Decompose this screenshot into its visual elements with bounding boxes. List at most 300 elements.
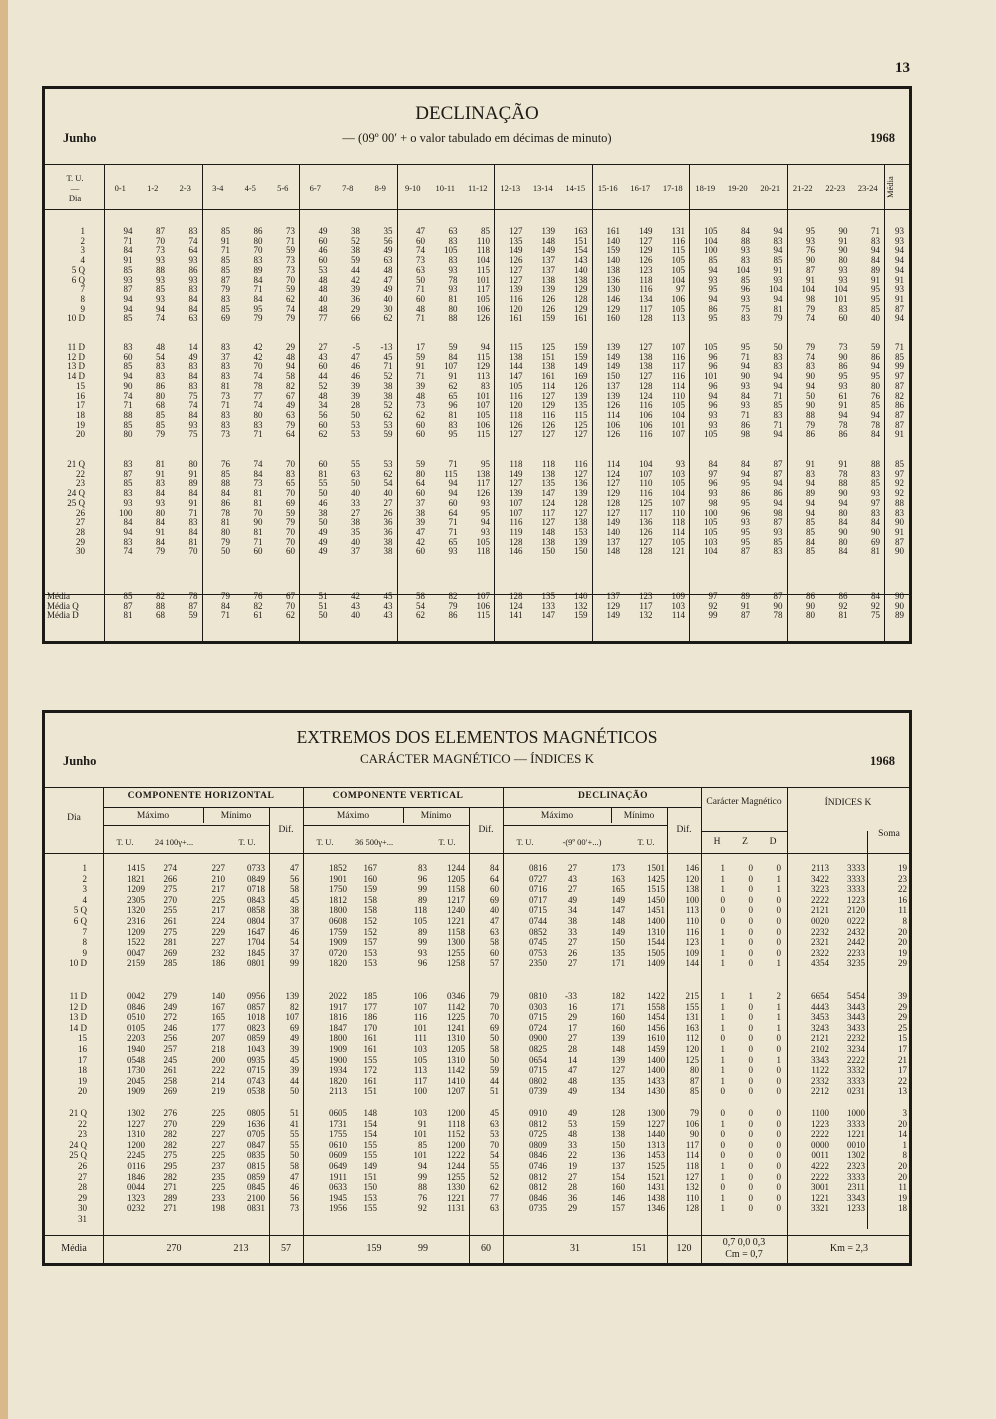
declination-value: 71	[383, 361, 393, 372]
declination-value: 129	[639, 245, 653, 256]
extreme-value: 2222	[811, 1129, 829, 1140]
extreme-value: 137	[611, 1161, 625, 1171]
extreme-value: 1	[720, 958, 725, 969]
extreme-value: 2332	[811, 1075, 829, 1086]
extreme-value: 0743	[247, 1075, 265, 1086]
declination-value: 70	[286, 274, 295, 285]
extreme-value: 261	[163, 1065, 177, 1076]
hour-header: 14-15	[565, 183, 586, 193]
day-label: 18	[78, 1065, 87, 1076]
extreme-value: 1258	[447, 958, 465, 969]
extreme-value: 3443	[847, 1001, 865, 1012]
extreme-value: 29	[898, 1001, 907, 1012]
extreme-value: 60	[490, 884, 499, 895]
extreme-value: 27	[568, 1033, 577, 1044]
v-max-header: Máximo	[336, 811, 370, 821]
extreme-value: 1911	[329, 1171, 347, 1182]
declination-value: 85	[481, 226, 490, 236]
extreme-value: 160	[611, 1182, 625, 1193]
extreme-value: 1207	[447, 1086, 465, 1097]
h-base-label: 24 100γ+...	[154, 837, 194, 847]
declination-value: 63	[351, 468, 360, 479]
extreme-value: 171	[611, 958, 625, 969]
day-label: 22	[78, 1118, 87, 1129]
extreme-value: 161	[363, 1033, 377, 1044]
declination-value: 117	[541, 507, 555, 518]
declination-value: 93	[123, 497, 133, 508]
declination-value: 47	[383, 274, 393, 285]
declination-value: 105	[671, 303, 685, 314]
extreme-value: 110	[685, 1192, 699, 1203]
extreme-value: 154	[611, 1171, 625, 1182]
declination-value: 101	[476, 274, 490, 285]
declination-value: 59	[383, 429, 393, 440]
h-min-header: Mínimo	[220, 811, 252, 821]
declination-value: 81	[448, 293, 458, 304]
declination-value: 95	[741, 342, 750, 352]
declination-value: 86	[708, 303, 718, 314]
extreme-value: 3234	[847, 1044, 865, 1054]
declination-value: 98	[741, 429, 750, 440]
day-label: 19	[78, 1075, 87, 1086]
extreme-value: 0232	[127, 1203, 145, 1214]
extreme-value: 0	[748, 1150, 753, 1161]
declination-value: 97	[708, 468, 718, 479]
declination-value: 53	[383, 419, 393, 430]
declination-year: 1968	[870, 131, 895, 145]
declination-value: 137	[541, 255, 555, 266]
hour-header: 15-16	[597, 183, 618, 193]
extreme-value: 152	[363, 916, 377, 926]
declination-value: 96	[448, 400, 458, 411]
declination-value: 83	[448, 255, 458, 266]
declination-value: 84	[221, 488, 230, 499]
declination-value: 86	[806, 591, 815, 601]
extreme-value: 99	[418, 1171, 427, 1182]
extreme-value: 1122	[811, 1065, 829, 1076]
hour-header: 5-6	[277, 183, 289, 193]
extreme-value: 1945	[329, 1192, 347, 1203]
extreme-value: 38	[290, 905, 299, 916]
declination-value: 92	[871, 600, 880, 611]
extreme-value: 154	[363, 1118, 377, 1129]
extreme-value: 153	[363, 947, 377, 958]
extreme-value: 0717	[529, 894, 547, 905]
declination-value: 90	[806, 600, 815, 611]
extreme-value: 1310	[127, 1129, 145, 1140]
extreme-value: 245	[163, 1054, 177, 1065]
extreme-value: 150	[363, 1182, 377, 1193]
declination-value: 93	[156, 497, 165, 508]
media-d-dif: 120	[676, 1243, 692, 1254]
extreme-value: 101	[413, 1150, 427, 1161]
declination-value: 83	[188, 226, 198, 236]
extreme-value: 0	[776, 1139, 781, 1150]
declination-value: 38	[383, 390, 393, 401]
declination-value: 90	[871, 526, 880, 537]
extreme-value: 3343	[811, 1054, 829, 1065]
declination-value: 70	[286, 536, 295, 547]
declination-value: 80	[871, 380, 880, 391]
v-dif-header: Dif.	[478, 825, 494, 835]
declination-value: 127	[639, 235, 653, 246]
extreme-value: 1222	[447, 1150, 465, 1161]
indices-header: ÍNDICES K	[824, 798, 872, 808]
declination-value: 84	[253, 274, 263, 285]
extreme-value: 1438	[647, 1192, 665, 1203]
extreme-value: 1440	[647, 1129, 665, 1140]
extreme-value: 89	[418, 894, 427, 905]
extreme-value: 55	[490, 1161, 499, 1171]
declination-value: 71	[773, 419, 783, 430]
extreme-value: 0	[776, 926, 781, 937]
declination-value: 93	[481, 497, 490, 508]
declination-value: 48	[416, 303, 425, 314]
declination-value: 138	[509, 351, 523, 362]
extreme-value: 27	[568, 1171, 577, 1182]
extreme-value: 38	[568, 916, 577, 926]
extreme-value: 39	[290, 1065, 299, 1076]
extreme-value: 131	[685, 1012, 699, 1023]
extreme-value: 127	[685, 1171, 699, 1182]
extreme-value: 114	[685, 1150, 699, 1161]
declination-value: 89	[741, 591, 750, 601]
declination-value: 126	[639, 255, 653, 266]
declination-value: 107	[476, 591, 490, 601]
extreme-value: 1209	[127, 884, 145, 895]
declination-value: 128	[509, 536, 523, 547]
day-label: 21 Q	[67, 459, 85, 469]
extreme-value: 0042	[127, 991, 145, 1001]
declination-value: 47	[416, 526, 425, 537]
declination-value: 93	[838, 380, 848, 391]
declination-value: 71	[221, 610, 230, 621]
extreme-value: 2222	[847, 1054, 865, 1065]
extreme-value: 227	[211, 1139, 225, 1150]
daily-mean-value: 97	[895, 371, 904, 382]
declination-value: 85	[221, 226, 230, 236]
declination-value: 71	[448, 526, 458, 537]
declination-value: 85	[806, 546, 815, 557]
extreme-value: 140	[211, 991, 225, 1001]
extreme-value: 269	[163, 1086, 177, 1097]
extreme-value: 1313	[647, 1139, 665, 1150]
extreme-value: 0715	[529, 1012, 547, 1023]
declination-value: 101	[834, 293, 848, 304]
extreme-value: 1302	[847, 1150, 865, 1161]
declination-value: 94	[838, 497, 848, 508]
declination-value: 86	[806, 429, 815, 440]
extreme-value: 1415	[127, 863, 145, 873]
declination-value: 94	[806, 507, 815, 518]
declination-value: 144	[509, 361, 523, 372]
declination-value: 65	[448, 536, 458, 547]
extreme-value: 113	[413, 1065, 427, 1076]
declination-table: DECLINAÇÃO Junho — (09º 00′ + o valor tabulado em décimas de minuto) 1968 T. U. — Dia Média 0-1 1-2 2-3 3-4 4-5 5-6 6-7 7-8 8-9 9-10 10-11 11-12 12-13 13-14 14-15 15-16 16-17 17-18 18-19 19-20 20-21 21-22 22-23 23-24 1 94 87 83 85 86 73 49 38 35 47 63 85 127 139 163 161 149 131 105 84 94 95 90 71 93 2 71 70 74 91 80 71 60 52 56 60 83 110 135 148 151 140 127 116 104 88 83 93 91 83 93 3 84 73 64 71 70 59 46 38 49 74 105 118 149 149 154 159 129 115 100 93 94 76 90 94 94 4 91 93 93 85 83 73 60 59 63 73 83 104 126 137 143 140 126 105 85 83 85 90 80 84 94 5 Q 85 88 86 85 89 73 53 44 48 63 93 115 127 137 140 138 123 105 94 104 91 87 93 89 94 6 Q 93 93 93 87 84 70 48 42 47 50 78 101 127 138 138 136 118 104 93 85 93 91 93 91 91 7 87 85 83 79 71 59 48 39 49 71 93 117 139 139 129 130 116 97 95 96 104 104 104 95 93 8 94 93 84 83 84 62 40 36 40 60 81 105 116 126 128 146 134 106 94 93 94 98 101 95 91 9 94 94 84 85 95 74 48 29 30 48 80 106 120 126 129 129 117 105 86 75 81 79 83 85 87 10 D 85 74 63 69 79 79 77 66 62 71 88 126 161 159 161 160 128 113 95 83 79 74 60 40 94 11 D 83 48 14 83 42 29 27 -5 -13 17 59 94 115 125 159 139 127 107 105 95 50 79 73 59 71 12 D 60 54 49 37 42 48 43 47 45 59 84 115 138 151 159 149 138 116 96 71 83 74 90 86 85 13 D 85 83 83 83 70 94 60 46 71 91 107 129 144 138 149 149 138 117 96 94 83 83 86 94 99 14 D 94 83 84 83 74 58 44 46 52 71 91 113 147 161 169 150 127 116 101 90 94 90 95 95 97 15 90 86 83 81 78 82 52 39 38 39 62 83 105 114 126 137 128 114 96 93 94 94 93 80 87 16 74 80 75 73 77 67 48 39 38 48 65 101 116 127 139 139 124 110 94 84 71 50 61 76 82 17 71 68 74 71 74 49 34 28 52 73 96 107 120 129 135 126 116 105 96 93 85 90 91 85 86 18 88 85 84 83 80 63 56 50 62 62 81 105 118 116 115 114 106 104 93 71 83 88 94 94 87 19 85 85 93 83 83 79 60 53 53 60 83 106 126 126 125 106 106 101 93 86 71 79 78 78 87 20 80 79 75 73 71 64 62 53 59 60 95 115 127 127 127 126 116 107 105 98 94 86 86 84 91 21 Q 83 81 80 76 74 70 60 55 53 59 71 95 118 118 116 114 104 93 84 84 87 91 91 88 85 22 87 91 91 85 84 83 81 63 62 80 115 138 149 138 127 124 107 103 97 94 87 83 78 83 97 23 85 83 89 88 73 65 55 50 54 64 94 117 127 135 136 127 110 105 96 95 94 94 88 85 92 24 Q 83 84 84 84 81 70 50 40 40 60 94 126 139 147 139 129 116 104 93 86 86 89 90 93 92 25 Q 93 93 91 86 81 69 46 33 27 37 60 93 107 124 128 128 125 107 98 95 94 94 94 97 88 26 100 80 71 78 70 59 38 27 26 38 64 95 107 117 127 127 117 110 100 96 98 94 80 83 83 27 84 84 83 81 90 79 50 38 36 39 71 94 116 127 138 149 136 118 105 93 87 85 84 84 90 28 94 91 84 80 81 70 49 35 36 47 71 93 119 148 153 140 126 114 105 95 93 85 90 90 91 29 83 84 81 79 71 70 49 40 38 42 65 105 128 138 139 137 127 105 103 95 85 84 80 69 87 30 74 79 70 50 60 60 49 37 38 60 93 118 146 150 150 148 128 121 104 87 83 85 84 81 90 Média 85 82 78 79 76 67 51 42 45 58 82 107 128 135 140 137 123 109 97 89 87 86 86 84 90 Média Q 87 88 87 84 82 70 51 43 43 54 79 106 124 133 132 129 117 103 92 91 90 90 92 92 90 Média D 81 68 59 71 61 62 50 40 43 62 86 115 141 147 159 149 132 114 99 87 78 80 81 75 89	[42, 86, 912, 644]
declination-value: 137	[541, 264, 555, 275]
declination-value: 90	[123, 380, 133, 391]
dia-label: Dia	[68, 193, 82, 203]
declination-value: 27	[318, 342, 328, 352]
extreme-value: 160	[611, 1022, 625, 1033]
extreme-value: 157	[363, 937, 377, 948]
extreme-value: 0716	[529, 884, 547, 895]
extreme-value: 85	[690, 1086, 699, 1097]
declination-value: 153	[574, 526, 588, 537]
extreme-value: 1	[776, 1054, 781, 1065]
declination-value: 93	[448, 284, 458, 295]
declination-value: 83	[221, 361, 230, 372]
declination-value: 45	[383, 351, 393, 362]
day-label: 26	[76, 507, 85, 518]
declination-value: 71	[741, 351, 750, 362]
declination-value: 79	[806, 342, 815, 352]
extreme-value: 1900	[329, 1054, 347, 1065]
extreme-value: 88	[418, 1182, 427, 1193]
extreme-value: 1505	[647, 947, 665, 958]
daily-mean-value: 99	[895, 361, 904, 372]
declination-value: 93	[676, 459, 685, 469]
extreme-value: 3343	[847, 1192, 865, 1203]
extreme-value: 2322	[811, 947, 829, 958]
extreme-value: 8	[902, 916, 907, 926]
declination-value: 80	[838, 255, 848, 266]
declination-value: 80	[838, 536, 848, 547]
declination-value: 29	[351, 303, 360, 314]
declination-value: 39	[351, 284, 360, 295]
day-label: 24 Q	[67, 488, 85, 499]
declination-value: 86	[773, 488, 783, 499]
day-label: 29	[76, 536, 85, 547]
declination-value: 43	[351, 600, 360, 611]
extreme-value: 2316	[127, 916, 145, 926]
declination-value: 71	[871, 226, 880, 236]
declination-value: 70	[156, 235, 165, 246]
declination-value: 94	[871, 409, 880, 420]
declination-value: 114	[606, 459, 620, 469]
declination-value: 139	[606, 390, 620, 401]
declination-value: 38	[318, 507, 328, 518]
extreme-value: 123	[685, 937, 699, 948]
declination-value: 71	[253, 536, 263, 547]
declination-value: 114	[606, 409, 620, 420]
extreme-value: 198	[211, 1203, 225, 1214]
day-label: 30	[76, 546, 85, 557]
extreme-value: 20	[898, 926, 907, 937]
declination-value: 87	[773, 517, 783, 528]
extreme-value: 16	[568, 1001, 577, 1012]
comp-v-header: COMPONENTE VERTICAL	[332, 791, 464, 801]
declination-value: 113	[671, 313, 685, 324]
declination-value: 74	[253, 371, 263, 382]
extreme-value: 1800	[329, 1033, 347, 1044]
declination-value: 109	[671, 591, 685, 601]
declination-value: 80	[448, 303, 458, 314]
extreme-value: 46	[290, 926, 299, 937]
declination-value: 94	[871, 361, 880, 372]
declination-value: 83	[773, 361, 783, 372]
extreme-value: 17	[568, 1022, 577, 1033]
declination-value: 46	[351, 371, 360, 382]
column-divider	[303, 787, 304, 1263]
tu-label: T. U.	[238, 837, 256, 847]
extreme-value: 51	[490, 1086, 499, 1097]
extreme-value: 1223	[847, 894, 865, 905]
extreme-value: 138	[611, 1129, 625, 1140]
declination-value: 38	[351, 226, 360, 236]
extreme-value: 1205	[447, 873, 465, 884]
declination-value: 95	[481, 459, 490, 469]
extreme-value: 275	[163, 884, 177, 895]
extreme-value: 0605	[329, 1108, 347, 1118]
day-label: 1	[80, 226, 85, 236]
declination-value: 139	[541, 226, 555, 236]
declination-value: 116	[574, 459, 588, 469]
day-label: 23	[76, 478, 85, 489]
declination-value: 83	[871, 235, 880, 246]
day-label: 10 D	[69, 958, 87, 969]
declination-value: 91	[188, 468, 198, 479]
extreme-value: 271	[163, 1182, 177, 1193]
declination-value: 83	[156, 371, 165, 382]
extreme-value: 0010	[847, 1139, 865, 1150]
extreme-value: 105	[413, 916, 427, 926]
extreme-value: 1846	[127, 1171, 145, 1182]
extreme-value: 0649	[329, 1161, 347, 1171]
declination-value: 67	[286, 390, 295, 401]
d-label: D	[769, 837, 777, 847]
extreme-value: 17	[898, 1044, 907, 1054]
declination-value: 105	[671, 536, 685, 547]
extreme-value: 0	[748, 958, 753, 969]
declination-value: 118	[671, 517, 685, 528]
declination-value: 83	[221, 409, 230, 420]
declination-value: 139	[606, 342, 620, 352]
declination-value: 80	[221, 526, 230, 537]
extreme-value: 5454	[847, 991, 865, 1001]
declination-value: 83	[871, 468, 880, 479]
declination-value: 73	[253, 478, 263, 489]
declination-value: 95	[708, 313, 718, 324]
extreme-value: 96	[418, 873, 427, 884]
declination-value: 148	[541, 526, 555, 537]
day-label: 8	[80, 293, 85, 304]
declination-value: 94	[806, 478, 815, 489]
declination-value: 59	[286, 245, 295, 256]
declination-value: 81	[221, 517, 230, 528]
daily-mean-value: 91	[895, 429, 904, 440]
declination-value: 36	[351, 293, 360, 304]
declination-value: 138	[606, 264, 620, 275]
extreme-value: 0	[748, 1203, 753, 1214]
declination-value: 94	[156, 303, 165, 314]
declination-value: 60	[286, 546, 295, 557]
extreme-value: 1158	[447, 926, 465, 937]
day-label: 7	[82, 926, 87, 937]
declination-value: 87	[741, 610, 750, 621]
media-column-label: Média	[885, 176, 895, 198]
declination-value: 35	[383, 226, 393, 236]
declination-value: 93	[741, 400, 750, 411]
declination-value: 73	[286, 226, 295, 236]
extreme-value: 29	[898, 1012, 907, 1023]
declination-value: 83	[741, 255, 750, 266]
extreme-value: 0	[776, 1171, 781, 1182]
declination-value: 138	[541, 361, 555, 372]
declination-value: 105	[444, 245, 458, 256]
extreme-value: 0825	[529, 1044, 547, 1054]
declination-value: 141	[509, 610, 523, 621]
extreme-value: 0859	[247, 1033, 265, 1044]
declination-value: 85	[123, 361, 133, 372]
extreme-value: 139	[611, 1033, 625, 1044]
declination-value: 127	[509, 429, 523, 440]
extreme-value: 155	[363, 1150, 377, 1161]
extreme-value: 27	[568, 863, 577, 873]
declination-value: 96	[708, 400, 718, 411]
declination-value: 83	[253, 419, 263, 430]
declination-value: 73	[221, 429, 230, 440]
extreme-value: 70	[490, 1139, 499, 1150]
declination-value: 62	[416, 409, 425, 420]
declination-value: 104	[834, 284, 848, 295]
declination-value: 84	[253, 293, 263, 304]
declination-value: 84	[123, 245, 133, 256]
hour-header: 11-12	[467, 183, 488, 193]
extreme-value: 233	[211, 1192, 225, 1203]
day-label: 15	[78, 1033, 87, 1044]
extreme-value: 37	[290, 947, 299, 958]
declination-value: 91	[838, 400, 848, 411]
daily-mean-value: 93	[895, 235, 904, 246]
declination-value: 114	[671, 380, 685, 391]
extreme-value: 3453	[811, 1012, 829, 1023]
declination-value: 107	[444, 361, 458, 372]
declination-value: 82	[253, 600, 263, 611]
declination-value: 125	[639, 497, 653, 508]
declination-value: 129	[606, 488, 620, 499]
extreme-value: 0011	[811, 1150, 829, 1161]
declination-value: 90	[253, 517, 263, 528]
declination-value: 105	[704, 342, 718, 352]
declination-value: 128	[639, 546, 653, 557]
extreme-value: 99	[290, 958, 299, 969]
extreme-value: 159	[363, 884, 377, 895]
extreme-value: 229	[211, 1118, 225, 1129]
h-dif-header: Dif.	[278, 825, 294, 835]
extreme-value: 237	[211, 1161, 225, 1171]
declination-value: 65	[286, 478, 295, 489]
declination-value: 131	[671, 226, 685, 236]
declination-value: 91	[773, 264, 783, 275]
declination-value: 103	[671, 600, 685, 611]
declination-value: 115	[476, 264, 490, 275]
daily-mean-value: 97	[895, 468, 904, 479]
declination-value: 151	[541, 351, 555, 362]
extreme-value: 0857	[247, 1001, 265, 1012]
extreme-value: 0727	[529, 873, 547, 884]
extreme-value: 0852	[529, 926, 547, 937]
extreme-value: 33	[568, 926, 577, 937]
daily-mean-value: 93	[895, 226, 904, 236]
declination-value: 136	[574, 478, 588, 489]
extreme-value: 134	[611, 1086, 625, 1097]
declination-value: 134	[639, 293, 653, 304]
day-label: 11 D	[67, 342, 85, 352]
extreme-value: 1750	[329, 884, 347, 895]
declination-value: 86	[741, 419, 750, 430]
extreme-value: 1200	[127, 1139, 145, 1150]
